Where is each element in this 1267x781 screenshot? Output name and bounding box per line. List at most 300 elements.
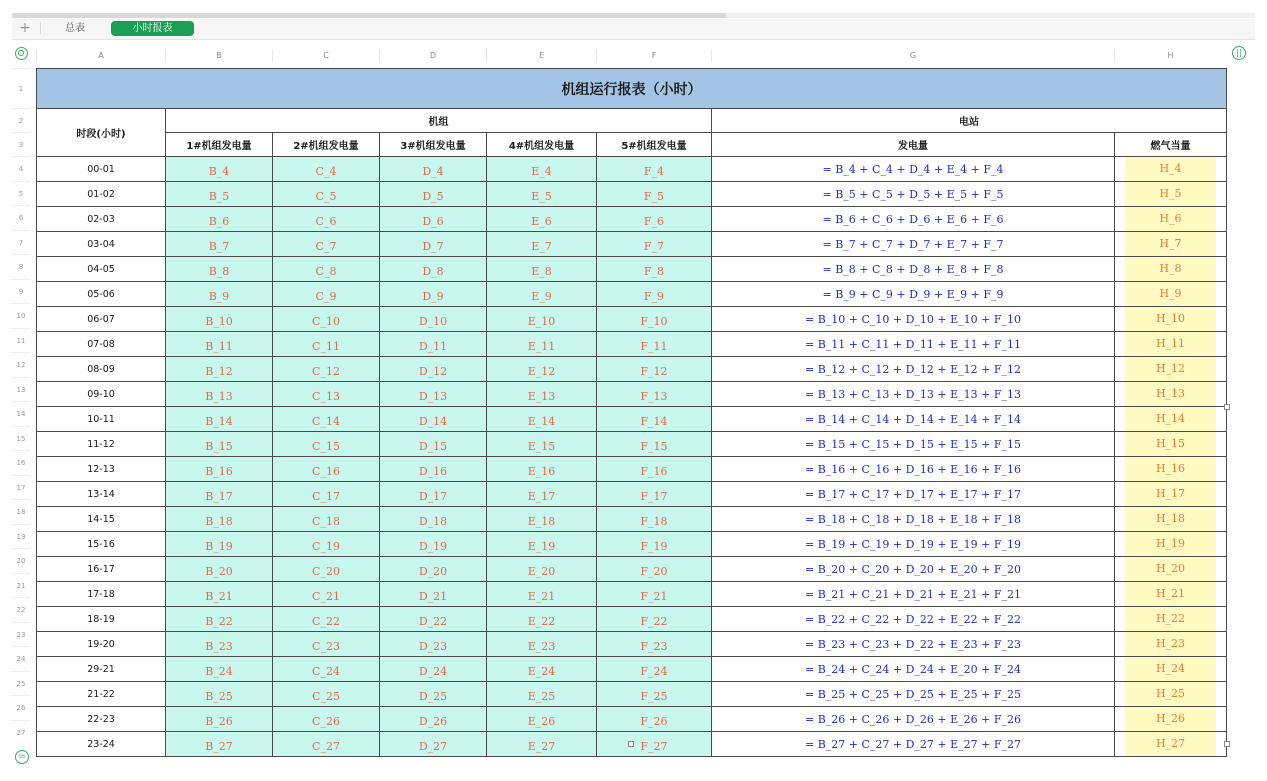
unit-generation-cell[interactable] <box>380 682 487 707</box>
unit-generation-cell[interactable] <box>166 532 273 557</box>
gas-equivalent-value: H_10 <box>1125 307 1216 331</box>
unit-generation-cell[interactable] <box>166 507 273 532</box>
column-header-h[interactable]: H <box>1114 49 1226 62</box>
unit-generation-value: D_20 <box>418 564 448 578</box>
unit1-header[interactable]: 1#机组发电量 <box>166 133 273 157</box>
unit-generation-cell[interactable] <box>487 157 597 182</box>
station-power-formula-cell[interactable]: = B_17 + C_17 + D_17 + E_17 + F_17 <box>712 482 1115 507</box>
unit-generation-value: F_5 <box>643 189 665 203</box>
unit-generation-cell[interactable] <box>273 632 380 657</box>
unit-generation-value: B_6 <box>208 214 230 228</box>
station-power-formula-cell[interactable]: = B_10 + C_10 + D_10 + E_10 + F_10 <box>712 307 1115 332</box>
selection-handle-corner[interactable] <box>1224 741 1230 747</box>
row-header[interactable]: 15 <box>12 426 30 451</box>
unit-generation-cell[interactable] <box>166 632 273 657</box>
unit-generation-value: C_14 <box>312 414 340 428</box>
unit-generation-cell[interactable] <box>273 182 380 207</box>
unit-generation-cell[interactable] <box>487 607 597 632</box>
unit-generation-value: D_15 <box>418 439 448 453</box>
row-header[interactable]: 10 <box>12 303 30 328</box>
column-header-g[interactable]: G <box>711 49 1114 62</box>
row-header[interactable]: 8 <box>12 254 30 279</box>
unit-generation-cell[interactable] <box>487 532 597 557</box>
station-power-header[interactable]: 发电量 <box>712 133 1115 157</box>
unit-generation-value: B_5 <box>208 189 230 203</box>
unit-generation-value: E_12 <box>527 364 556 378</box>
unit3-header[interactable]: 3#机组发电量 <box>380 133 487 157</box>
row-header[interactable]: 3 <box>12 132 30 156</box>
period-cell[interactable]: 13-14 <box>37 482 166 507</box>
gas-equivalent-cell[interactable] <box>1115 682 1227 707</box>
unit-generation-cell[interactable] <box>597 682 712 707</box>
row-header[interactable]: 9 <box>12 279 30 304</box>
unit-generation-cell[interactable] <box>166 457 273 482</box>
selection-handle-right[interactable] <box>1224 404 1230 410</box>
unit-generation-cell[interactable] <box>273 157 380 182</box>
row-header[interactable]: 19 <box>12 524 30 549</box>
scrollbar-thumb[interactable] <box>12 13 726 18</box>
gas-equivalent-cell[interactable] <box>1115 357 1227 382</box>
unit-generation-cell[interactable] <box>597 407 712 432</box>
unit-generation-cell[interactable] <box>597 257 712 282</box>
period-cell[interactable]: 00-01 <box>37 157 166 182</box>
unit-generation-cell[interactable] <box>597 607 712 632</box>
unit-generation-cell[interactable] <box>273 382 380 407</box>
gas-equivalent-cell[interactable] <box>1115 582 1227 607</box>
row-header[interactable]: 21 <box>12 573 30 598</box>
table-row <box>37 557 1227 582</box>
unit-generation-cell[interactable] <box>597 282 712 307</box>
unit-generation-cell[interactable] <box>487 457 597 482</box>
period-cell[interactable]: 11-12 <box>37 432 166 457</box>
unit-generation-cell[interactable] <box>273 207 380 232</box>
unit-generation-value: D_4 <box>422 164 444 178</box>
add-row-icon[interactable]: = <box>15 750 29 764</box>
unit-generation-cell[interactable] <box>380 657 487 682</box>
period-cell[interactable]: 03-04 <box>37 232 166 257</box>
station-power-formula-cell[interactable]: = B_5 + C_5 + D_5 + E_5 + F_5 <box>712 182 1115 207</box>
period-cell[interactable]: 19-20 <box>37 632 166 657</box>
table-row <box>37 207 1227 232</box>
station-power-formula-cell[interactable]: = B_22 + C_22 + D_22 + E_22 + F_22 <box>712 607 1115 632</box>
period-cell[interactable]: 15-16 <box>37 532 166 557</box>
unit-generation-cell[interactable] <box>597 532 712 557</box>
station-power-formula-cell[interactable]: = B_18 + C_18 + D_18 + E_18 + F_18 <box>712 507 1115 532</box>
unit-generation-cell[interactable] <box>166 482 273 507</box>
station-power-formula-cell[interactable]: = B_8 + C_8 + D_8 + E_8 + F_8 <box>712 257 1115 282</box>
unit-generation-cell[interactable] <box>166 607 273 632</box>
unit4-header[interactable]: 4#机组发电量 <box>487 133 597 157</box>
unit-generation-cell[interactable] <box>380 357 487 382</box>
period-cell[interactable]: 02-03 <box>37 207 166 232</box>
unit-generation-value: E_9 <box>531 289 552 303</box>
unit-generation-cell[interactable] <box>487 407 597 432</box>
row-header[interactable]: 13 <box>12 377 30 402</box>
period-cell[interactable]: 29-21 <box>37 657 166 682</box>
row-header[interactable]: 4 <box>12 156 30 181</box>
row-header[interactable]: 14 <box>12 401 30 426</box>
unit-generation-cell[interactable] <box>273 432 380 457</box>
unit-generation-value: E_6 <box>531 214 552 228</box>
unit-generation-cell[interactable] <box>487 207 597 232</box>
unit-generation-value: F_12 <box>640 364 668 378</box>
station-power-formula-cell[interactable]: = B_27 + C_27 + D_27 + E_27 + F_27 <box>712 732 1115 757</box>
unit-generation-cell[interactable] <box>380 632 487 657</box>
station-power-formula-cell[interactable]: = B_11 + C_11 + D_11 + E_11 + F_11 <box>712 332 1115 357</box>
row-header[interactable]: 25 <box>12 671 30 696</box>
gas-equivalent-cell[interactable] <box>1115 432 1227 457</box>
unit-generation-cell[interactable] <box>380 282 487 307</box>
gas-equivalent-cell[interactable] <box>1115 207 1227 232</box>
station-power-formula-cell[interactable]: = B_21 + C_21 + D_21 + E_21 + F_21 <box>712 582 1115 607</box>
table-row <box>37 457 1227 482</box>
table-row <box>37 332 1227 357</box>
table-row <box>37 707 1227 732</box>
report-title[interactable]: 机组运行报表（小时） <box>37 69 1227 109</box>
row-header[interactable]: 16 <box>12 450 30 475</box>
column-header-d[interactable]: D <box>379 49 486 62</box>
period-cell[interactable]: 22-23 <box>37 707 166 732</box>
gas-equivalent-cell[interactable] <box>1115 407 1227 432</box>
station-power-formula-cell[interactable]: = B_24 + C_24 + D_24 + E_20 + F_24 <box>712 657 1115 682</box>
unit-generation-cell[interactable] <box>273 457 380 482</box>
unit-generation-cell[interactable] <box>380 607 487 632</box>
unit-generation-value: C_25 <box>312 689 340 703</box>
gas-equivalent-value: H_23 <box>1125 632 1216 656</box>
unit-generation-cell[interactable] <box>597 232 712 257</box>
unit-generation-value: B_7 <box>208 239 230 253</box>
period-cell[interactable]: 05-06 <box>37 282 166 307</box>
unit5-header[interactable]: 5#机组发电量 <box>597 133 712 157</box>
table-row <box>37 582 1227 607</box>
unit-generation-value: D_13 <box>418 389 448 403</box>
row-header[interactable]: 5 <box>12 181 30 206</box>
period-cell[interactable]: 18-19 <box>37 607 166 632</box>
unit-generation-cell[interactable] <box>273 582 380 607</box>
gas-equivalent-value: H_12 <box>1125 357 1216 381</box>
station-power-formula-cell[interactable]: = B_26 + C_26 + D_26 + E_26 + F_26 <box>712 707 1115 732</box>
unit-generation-cell[interactable] <box>597 307 712 332</box>
row-header[interactable]: 12 <box>12 352 30 377</box>
unit-generation-cell[interactable] <box>487 657 597 682</box>
station-power-formula-cell[interactable]: = B_13 + C_13 + D_13 + E_13 + F_13 <box>712 382 1115 407</box>
station-power-formula-cell[interactable]: = B_15 + C_15 + D_15 + E_15 + F_15 <box>712 432 1115 457</box>
gas-equivalent-cell[interactable] <box>1115 332 1227 357</box>
column-header-e[interactable]: E <box>486 49 596 62</box>
unit-generation-cell[interactable] <box>487 482 597 507</box>
unit-generation-cell[interactable] <box>597 707 712 732</box>
unit-generation-cell[interactable] <box>166 232 273 257</box>
unit-generation-cell[interactable] <box>380 432 487 457</box>
unit-generation-cell[interactable] <box>166 207 273 232</box>
unit-generation-cell[interactable] <box>487 732 597 757</box>
unit-generation-cell[interactable] <box>166 582 273 607</box>
unit-generation-cell[interactable] <box>380 257 487 282</box>
unit-generation-cell[interactable] <box>166 682 273 707</box>
unit-generation-cell[interactable] <box>166 557 273 582</box>
unit-generation-value: B_12 <box>205 364 233 378</box>
period-cell[interactable]: 04-05 <box>37 257 166 282</box>
unit-generation-value: E_26 <box>527 714 556 728</box>
unit-generation-value: C_21 <box>312 589 340 603</box>
row-header[interactable]: 6 <box>12 205 30 230</box>
station-power-formula-cell[interactable]: = B_9 + C_9 + D_9 + E_9 + F_9 <box>712 282 1115 307</box>
unit-generation-value: C_12 <box>312 364 340 378</box>
gas-equivalent-cell[interactable] <box>1115 482 1227 507</box>
unit-generation-cell[interactable] <box>597 507 712 532</box>
row-header[interactable]: 22 <box>12 597 30 622</box>
period-cell[interactable]: 23-24 <box>37 732 166 757</box>
unit-generation-value: E_10 <box>527 314 556 328</box>
unit-generation-cell[interactable] <box>597 732 712 757</box>
table-row <box>37 407 1227 432</box>
unit-generation-cell[interactable] <box>273 707 380 732</box>
unit-generation-cell[interactable] <box>166 332 273 357</box>
row-header[interactable]: 7 <box>12 230 30 255</box>
units-group-header[interactable]: 机组 <box>166 109 712 133</box>
row-header[interactable]: 23 <box>12 622 30 647</box>
station-group-header[interactable]: 电站 <box>712 109 1227 133</box>
row-header[interactable]: 2 <box>12 108 30 132</box>
gas-equivalent-cell[interactable] <box>1115 707 1227 732</box>
unit-generation-cell[interactable] <box>380 232 487 257</box>
unit-generation-cell[interactable] <box>597 332 712 357</box>
unit-generation-cell[interactable] <box>597 632 712 657</box>
station-power-formula-cell[interactable]: = B_23 + C_23 + D_22 + E_23 + F_23 <box>712 632 1115 657</box>
gas-equivalent-cell[interactable] <box>1115 182 1227 207</box>
unit-generation-cell[interactable] <box>597 382 712 407</box>
period-cell[interactable]: 17-18 <box>37 582 166 607</box>
unit-generation-cell[interactable] <box>273 332 380 357</box>
unit-generation-cell[interactable] <box>273 257 380 282</box>
unit-generation-cell[interactable] <box>380 732 487 757</box>
gas-equivalent-cell[interactable] <box>1115 557 1227 582</box>
unit-generation-cell[interactable] <box>487 232 597 257</box>
unit-generation-cell[interactable] <box>166 732 273 757</box>
unit-generation-cell[interactable] <box>597 357 712 382</box>
gas-equivalent-cell[interactable] <box>1115 157 1227 182</box>
gas-equivalent-cell[interactable] <box>1115 232 1227 257</box>
unit-generation-value: E_21 <box>527 589 556 603</box>
column-header-a[interactable]: A <box>36 49 165 62</box>
unit-generation-cell[interactable] <box>273 607 380 632</box>
selection-handle-bottom[interactable] <box>628 741 634 747</box>
gas-equivalent-cell[interactable] <box>1115 307 1227 332</box>
row-header[interactable]: 20 <box>12 548 30 573</box>
unit-generation-cell[interactable] <box>487 432 597 457</box>
station-power-formula-cell[interactable]: = B_20 + C_20 + D_20 + E_20 + F_20 <box>712 557 1115 582</box>
unit-generation-value: F_10 <box>640 314 668 328</box>
unit-generation-cell[interactable] <box>273 682 380 707</box>
select-all-icon[interactable] <box>15 47 28 60</box>
unit-generation-cell[interactable] <box>166 432 273 457</box>
unit-generation-cell[interactable] <box>597 482 712 507</box>
unit-generation-cell[interactable] <box>273 557 380 582</box>
unit-generation-cell[interactable] <box>166 307 273 332</box>
table-row <box>37 482 1227 507</box>
unit-generation-value: D_26 <box>418 714 448 728</box>
unit-generation-cell[interactable] <box>597 457 712 482</box>
table-row <box>37 682 1227 707</box>
station-power-formula-cell[interactable]: = B_16 + C_16 + D_16 + E_16 + F_16 <box>712 457 1115 482</box>
unit-generation-value: B_18 <box>205 514 233 528</box>
unit-generation-cell[interactable] <box>166 282 273 307</box>
row-header[interactable]: 27 <box>12 720 30 745</box>
station-power-formula-cell[interactable]: = B_25 + C_25 + D_25 + E_25 + F_25 <box>712 682 1115 707</box>
column-header-f[interactable]: F <box>596 49 711 62</box>
unit-generation-cell[interactable] <box>273 482 380 507</box>
unit-generation-cell[interactable] <box>273 532 380 557</box>
column-header-c[interactable]: C <box>272 49 379 62</box>
unit-generation-cell[interactable] <box>273 407 380 432</box>
unit-generation-cell[interactable] <box>380 382 487 407</box>
gas-equivalent-header[interactable]: 燃气当量 <box>1115 133 1227 157</box>
table-row <box>37 282 1227 307</box>
unit-generation-cell[interactable] <box>166 357 273 382</box>
unit-generation-cell[interactable] <box>380 182 487 207</box>
gas-equivalent-cell[interactable] <box>1115 257 1227 282</box>
unit-generation-cell[interactable] <box>597 557 712 582</box>
tab-summary[interactable]: 总表 <box>65 23 85 34</box>
unit-generation-cell[interactable] <box>380 307 487 332</box>
row-header[interactable]: 1 <box>12 68 30 108</box>
unit-generation-cell[interactable] <box>380 407 487 432</box>
column-header-b[interactable]: B <box>165 49 272 62</box>
unit-generation-value: E_22 <box>527 614 556 628</box>
unit-generation-cell[interactable] <box>273 507 380 532</box>
period-header[interactable]: 时段(小时) <box>37 109 166 157</box>
unit-generation-cell[interactable] <box>380 482 487 507</box>
unit-generation-cell[interactable] <box>380 532 487 557</box>
unit-generation-cell[interactable] <box>166 657 273 682</box>
unit-generation-value: D_7 <box>422 239 444 253</box>
gas-equivalent-cell[interactable] <box>1115 507 1227 532</box>
period-cell[interactable]: 10-11 <box>37 407 166 432</box>
unit-generation-cell[interactable] <box>380 207 487 232</box>
unit-generation-cell[interactable] <box>273 232 380 257</box>
unit-generation-cell[interactable] <box>380 332 487 357</box>
unit-generation-cell[interactable] <box>380 457 487 482</box>
period-cell[interactable]: 16-17 <box>37 557 166 582</box>
unit-generation-cell[interactable] <box>273 282 380 307</box>
unit-generation-cell[interactable] <box>380 707 487 732</box>
gas-equivalent-cell[interactable] <box>1115 282 1227 307</box>
unit-generation-value: E_7 <box>531 239 552 253</box>
unit-generation-value: D_19 <box>418 539 448 553</box>
station-power-formula-cell[interactable]: = B_4 + C_4 + D_4 + E_4 + F_4 <box>712 157 1115 182</box>
period-cell[interactable]: 14-15 <box>37 507 166 532</box>
unit-generation-value: B_19 <box>205 539 233 553</box>
unit-generation-cell[interactable] <box>487 557 597 582</box>
add-sheet-icon[interactable]: + <box>19 20 31 36</box>
unit-generation-cell[interactable] <box>597 582 712 607</box>
gas-equivalent-cell[interactable] <box>1115 632 1227 657</box>
gas-equivalent-cell[interactable] <box>1115 607 1227 632</box>
unit-generation-cell[interactable] <box>487 257 597 282</box>
station-power-formula-cell[interactable]: = B_12 + C_12 + D_12 + E_12 + F_12 <box>712 357 1115 382</box>
unit-generation-cell[interactable] <box>166 182 273 207</box>
unit-generation-value: E_13 <box>527 389 556 403</box>
unit-generation-cell[interactable] <box>273 657 380 682</box>
unit-generation-cell[interactable] <box>597 657 712 682</box>
unit-generation-cell[interactable] <box>380 157 487 182</box>
unit-generation-cell[interactable] <box>273 732 380 757</box>
row-header[interactable]: 11 <box>12 328 30 353</box>
unit-generation-value: D_14 <box>418 414 448 428</box>
row-header[interactable]: 18 <box>12 499 30 524</box>
period-cell[interactable]: 21-22 <box>37 682 166 707</box>
row-header[interactable]: 24 <box>12 646 30 671</box>
unit-generation-cell[interactable] <box>273 357 380 382</box>
station-power-formula-cell[interactable]: = B_7 + C_7 + D_7 + E_7 + F_7 <box>712 232 1115 257</box>
gas-equivalent-cell[interactable] <box>1115 732 1227 757</box>
unit-generation-cell[interactable] <box>166 257 273 282</box>
unit-generation-cell[interactable] <box>380 557 487 582</box>
period-cell[interactable]: 01-02 <box>37 182 166 207</box>
unit-generation-cell[interactable] <box>487 682 597 707</box>
unit-generation-value: D_11 <box>418 339 448 353</box>
unit-generation-value: F_7 <box>643 239 665 253</box>
unit-generation-value: C_4 <box>315 164 337 178</box>
tab-hourly-report[interactable]: 小时报表 <box>111 21 194 36</box>
unit-generation-cell[interactable] <box>597 157 712 182</box>
gas-equivalent-value: H_13 <box>1125 382 1216 406</box>
unit-generation-cell[interactable] <box>487 182 597 207</box>
gas-equivalent-cell[interactable] <box>1115 382 1227 407</box>
unit-generation-cell[interactable] <box>487 707 597 732</box>
period-cell[interactable]: 06-07 <box>37 307 166 332</box>
freeze-pane-icon[interactable]: || <box>1232 46 1246 60</box>
unit-generation-cell[interactable] <box>487 632 597 657</box>
gas-equivalent-cell[interactable] <box>1115 457 1227 482</box>
gas-equivalent-cell[interactable] <box>1115 657 1227 682</box>
gas-equivalent-cell[interactable] <box>1115 532 1227 557</box>
unit-generation-cell[interactable] <box>597 432 712 457</box>
unit-generation-cell[interactable] <box>597 207 712 232</box>
unit-generation-cell[interactable] <box>487 382 597 407</box>
unit2-header[interactable]: 2#机组发电量 <box>273 133 380 157</box>
unit-generation-cell[interactable] <box>380 507 487 532</box>
station-power-formula-cell[interactable]: = B_19 + C_19 + D_19 + E_19 + F_19 <box>712 532 1115 557</box>
unit-generation-cell[interactable] <box>166 382 273 407</box>
row-header[interactable]: 26 <box>12 695 30 720</box>
unit-generation-cell[interactable] <box>487 332 597 357</box>
row-header[interactable]: 17 <box>12 475 30 500</box>
unit-generation-cell[interactable] <box>487 282 597 307</box>
period-cell[interactable]: 12-13 <box>37 457 166 482</box>
station-power-formula-cell[interactable]: = B_14 + C_14 + D_14 + E_14 + F_14 <box>712 407 1115 432</box>
unit-generation-value: C_18 <box>312 514 340 528</box>
unit-generation-cell[interactable] <box>597 182 712 207</box>
unit-generation-cell[interactable] <box>487 582 597 607</box>
period-cell[interactable]: 08-09 <box>37 357 166 382</box>
unit-generation-cell[interactable] <box>487 307 597 332</box>
period-cell[interactable]: 09-10 <box>37 382 166 407</box>
period-cell[interactable]: 07-08 <box>37 332 166 357</box>
unit-generation-cell[interactable] <box>273 307 380 332</box>
unit-generation-value: B_24 <box>205 664 233 678</box>
unit-generation-cell[interactable] <box>487 507 597 532</box>
unit-generation-cell[interactable] <box>487 357 597 382</box>
unit-generation-cell[interactable] <box>380 582 487 607</box>
unit-generation-value: B_4 <box>208 164 230 178</box>
station-power-formula-cell[interactable]: = B_6 + C_6 + D_6 + E_6 + F_6 <box>712 207 1115 232</box>
unit-generation-cell[interactable] <box>166 707 273 732</box>
unit-generation-value: C_9 <box>315 289 337 303</box>
unit-generation-cell[interactable] <box>166 407 273 432</box>
unit-generation-cell[interactable] <box>166 157 273 182</box>
unit-generation-value: B_16 <box>205 464 233 478</box>
